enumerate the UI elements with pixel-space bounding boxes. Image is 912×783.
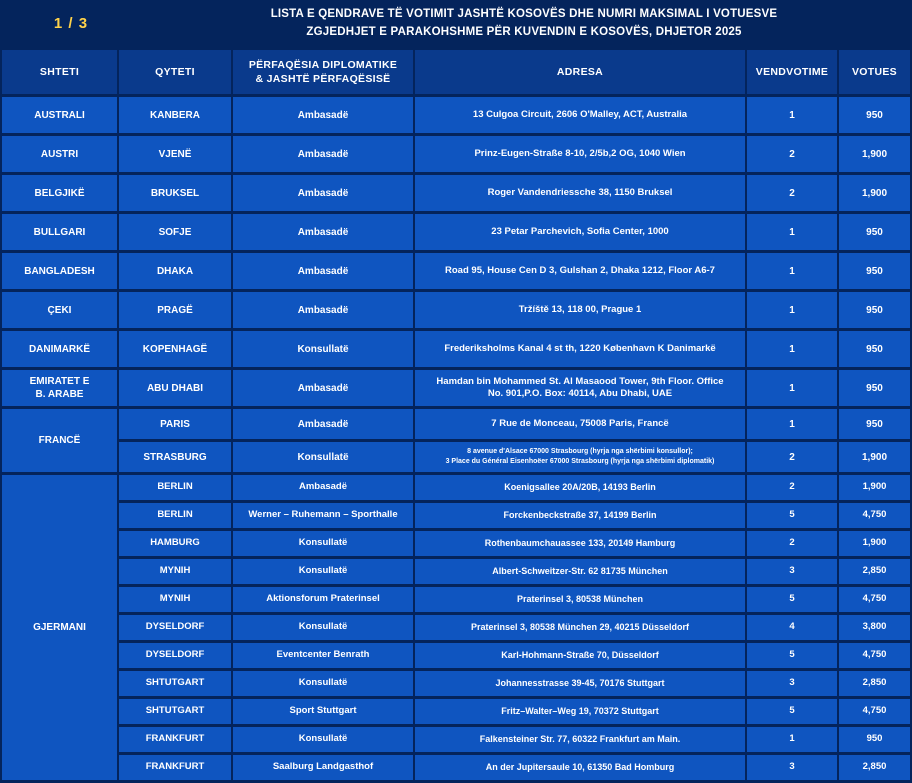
- cell-perfaqesia: Konsullatë: [233, 331, 413, 367]
- cell-adresa: Praterinsel 3, 80538 München: [415, 587, 745, 612]
- cell-votues: 950: [839, 331, 910, 367]
- table-row: [2, 214, 910, 250]
- cell-perfaqesia: Sport Stuttgart: [233, 699, 413, 724]
- cell-adresa-line2: No. 901,P.O. Box: 40114, Abu Dhabi, UAE: [487, 388, 673, 399]
- cell-votues: 4,750: [839, 587, 910, 612]
- cell-adresa-line1: Hamdan bin Mohammed St. Al Masaood Tower, 9th Floor. Office: [436, 375, 724, 387]
- cell-adresa: [415, 370, 745, 406]
- title-line-1: LISTA E QENDRAVE TË VOTIMIT JASHTË KOSOVËS DHE NUMRI MAKSIMAL I VOTUESVE: [270, 8, 778, 21]
- cell-qyteti: MYNIH: [119, 587, 231, 612]
- column-header-vendvotime: VENDVOTIME: [747, 50, 837, 94]
- voting-centers-table: [0, 47, 912, 783]
- cell-adresa: Road 95, House Cen D 3, Gulshan 2, Dhaka 1212, Floor A6-7: [415, 253, 745, 289]
- cell-perfaqesia: Ambasadë: [233, 475, 413, 500]
- cell-adresa: 23 Petar Parchevich, Sofia Center, 1000: [415, 214, 745, 250]
- cell-vendvotime: 5: [747, 699, 837, 724]
- cell-votues: 950: [839, 409, 910, 439]
- table-row: [2, 97, 910, 133]
- column-header-perfaqesia-line2: & JASHTË PËRFAQËSISË: [255, 73, 391, 85]
- cell-votues: 950: [839, 214, 910, 250]
- cell-votues: 950: [839, 727, 910, 752]
- cell-qyteti: FRANKFURT: [119, 727, 231, 752]
- table-row: [2, 475, 910, 500]
- table-row: [2, 643, 910, 668]
- cell-vendvotime: 1: [747, 214, 837, 250]
- cell-perfaqesia: Konsullatë: [233, 727, 413, 752]
- cell-perfaqesia: Ambasadë: [233, 97, 413, 133]
- cell-votues: 4,750: [839, 503, 910, 528]
- cell-adresa: Tržíště 13, 118 00, Prague 1: [415, 292, 745, 328]
- cell-vendvotime: 1: [747, 370, 837, 406]
- cell-shteti: ÇEKI: [2, 292, 117, 328]
- cell-votues: 950: [839, 292, 910, 328]
- cell-adresa: 13 Culgoa Circuit, 2606 O'Malley, ACT, Australia: [415, 97, 745, 133]
- document-title: [144, 0, 904, 47]
- cell-qyteti: SOFJE: [119, 214, 231, 250]
- cell-adresa: Karl-Hohmann-Straße 70, Düsseldorf: [415, 643, 745, 668]
- cell-perfaqesia: Ambasadë: [233, 292, 413, 328]
- cell-shteti: DANIMARKË: [2, 331, 117, 367]
- cell-qyteti: PRAGË: [119, 292, 231, 328]
- column-header-perfaqesia: [233, 50, 413, 94]
- cell-shteti-line2: B. ARABE: [35, 389, 84, 400]
- cell-votues: 2,850: [839, 559, 910, 584]
- cell-votues: 1,900: [839, 442, 910, 472]
- cell-perfaqesia: Werner – Ruhemann – Sporthalle: [233, 503, 413, 528]
- cell-shteti-line1: EMIRATET E: [29, 376, 90, 387]
- cell-adresa: Johannesstrasse 39-45, 70176 Stuttgart: [415, 671, 745, 696]
- table-row: [2, 370, 910, 406]
- cell-perfaqesia: Ambasadë: [233, 253, 413, 289]
- cell-qyteti: ABU DHABI: [119, 370, 231, 406]
- cell-qyteti: BERLIN: [119, 475, 231, 500]
- cell-vendvotime: 2: [747, 175, 837, 211]
- cell-perfaqesia: Konsullatë: [233, 531, 413, 556]
- cell-perfaqesia: Konsullatë: [233, 615, 413, 640]
- cell-shteti: [2, 370, 117, 406]
- title-line-2: ZGJEDHJET E PARAKOHSHME PËR KUVENDIN E KOSOVËS, DHJETOR 2025: [306, 25, 742, 38]
- cell-adresa-line1: 8 avenue d'Alsace 67000 Strasbourg (hyrja nga shërbimi konsullor);: [467, 447, 693, 455]
- cell-perfaqesia: Ambasadë: [233, 214, 413, 250]
- table-row: [2, 253, 910, 289]
- cell-perfaqesia: Ambasadë: [233, 370, 413, 406]
- cell-adresa: Prinz-Eugen-Straße 8-10, 2/5b,2 OG, 1040 Wien: [415, 136, 745, 172]
- cell-qyteti: MYNIH: [119, 559, 231, 584]
- cell-adresa: Frederiksholms Kanal 4 st th, 1220 København K Danimarkë: [415, 331, 745, 367]
- cell-qyteti: BRUKSEL: [119, 175, 231, 211]
- cell-perfaqesia: Konsullatë: [233, 442, 413, 472]
- column-header-qyteti: QYTETI: [119, 50, 231, 94]
- table-row: [2, 559, 910, 584]
- cell-votues: 1,900: [839, 175, 910, 211]
- cell-qyteti: SHTUTGART: [119, 699, 231, 724]
- cell-votues: 950: [839, 253, 910, 289]
- column-header-adresa: ADRESA: [415, 50, 745, 94]
- cell-votues: 2,850: [839, 671, 910, 696]
- cell-adresa: Roger Vandendriessche 38, 1150 Bruksel: [415, 175, 745, 211]
- cell-shteti: GJERMANI: [2, 475, 117, 780]
- cell-qyteti: SHTUTGART: [119, 671, 231, 696]
- table-row: [2, 136, 910, 172]
- cell-votues: 3,800: [839, 615, 910, 640]
- cell-adresa: Praterinsel 3, 80538 München 29, 40215 Düsseldorf: [415, 615, 745, 640]
- column-header-votues: VOTUES: [839, 50, 910, 94]
- cell-vendvotime: 3: [747, 671, 837, 696]
- cell-adresa: 7 Rue de Monceau, 75008 Paris, Francë: [415, 409, 745, 439]
- table-row: [2, 615, 910, 640]
- cell-perfaqesia: Saalburg Landgasthof: [233, 755, 413, 780]
- table-row: [2, 755, 910, 780]
- cell-vendvotime: 1: [747, 331, 837, 367]
- cell-adresa: Fritz–Walter–Weg 19, 70372 Stuttgart: [415, 699, 745, 724]
- cell-qyteti: KOPENHAGË: [119, 331, 231, 367]
- cell-qyteti: DHAKA: [119, 253, 231, 289]
- cell-adresa: Rothenbaumchauassee 133, 20149 Hamburg: [415, 531, 745, 556]
- cell-votues: 2,850: [839, 755, 910, 780]
- cell-vendvotime: 1: [747, 253, 837, 289]
- table-row: [2, 699, 910, 724]
- cell-perfaqesia: Konsullatë: [233, 671, 413, 696]
- cell-vendvotime: 3: [747, 755, 837, 780]
- cell-perfaqesia: Ambasadë: [233, 175, 413, 211]
- table-body: [2, 97, 910, 780]
- cell-vendvotime: 5: [747, 503, 837, 528]
- cell-votues: 4,750: [839, 699, 910, 724]
- cell-votues: 950: [839, 97, 910, 133]
- table-row: [2, 531, 910, 556]
- table-row: [2, 409, 910, 439]
- table-row: [2, 587, 910, 612]
- cell-perfaqesia: Ambasadë: [233, 136, 413, 172]
- column-header-shteti: SHTETI: [2, 50, 117, 94]
- cell-vendvotime: 5: [747, 643, 837, 668]
- cell-qyteti: STRASBURG: [119, 442, 231, 472]
- cell-qyteti: PARIS: [119, 409, 231, 439]
- cell-shteti: BELGJIKË: [2, 175, 117, 211]
- cell-vendvotime: 1: [747, 727, 837, 752]
- table-row: [2, 292, 910, 328]
- table-header-row: [2, 50, 910, 94]
- cell-votues: 1,900: [839, 531, 910, 556]
- cell-vendvotime: 1: [747, 97, 837, 133]
- cell-vendvotime: 5: [747, 587, 837, 612]
- cell-adresa: Forckenbeckstraße 37, 14199 Berlin: [415, 503, 745, 528]
- cell-vendvotime: 2: [747, 531, 837, 556]
- cell-votues: 1,900: [839, 475, 910, 500]
- cell-shteti: FRANCË: [2, 409, 117, 472]
- cell-perfaqesia: Eventcenter Benrath: [233, 643, 413, 668]
- cell-vendvotime: 3: [747, 559, 837, 584]
- cell-qyteti: KANBERA: [119, 97, 231, 133]
- table-row: [2, 331, 910, 367]
- cell-vendvotime: 2: [747, 475, 837, 500]
- cell-votues: 4,750: [839, 643, 910, 668]
- cell-perfaqesia: Aktionsforum Praterinsel: [233, 587, 413, 612]
- cell-adresa: An der Jupitersaule 10, 61350 Bad Homburg: [415, 755, 745, 780]
- cell-qyteti: FRANKFURT: [119, 755, 231, 780]
- cell-votues: 950: [839, 370, 910, 406]
- cell-perfaqesia: Ambasadë: [233, 409, 413, 439]
- cell-shteti: AUSTRI: [2, 136, 117, 172]
- cell-adresa: [415, 442, 745, 472]
- cell-adresa: Koenigsallee 20A/20B, 14193 Berlin: [415, 475, 745, 500]
- cell-shteti: BANGLADESH: [2, 253, 117, 289]
- cell-vendvotime: 4: [747, 615, 837, 640]
- table-row: [2, 727, 910, 752]
- cell-shteti: BULLGARI: [2, 214, 117, 250]
- cell-adresa: Falkensteiner Str. 77, 60322 Frankfurt am Main.: [415, 727, 745, 752]
- cell-qyteti: BERLIN: [119, 503, 231, 528]
- cell-qyteti: HAMBURG: [119, 531, 231, 556]
- cell-adresa-line2: 3 Place du Général Eisenhoëer 67000 Strasbourg (hyrja nga shërbimi diplomatik): [445, 458, 715, 465]
- cell-adresa: Albert-Schweitzer-Str. 62 81735 München: [415, 559, 745, 584]
- table-row: [2, 442, 910, 472]
- cell-vendvotime: 1: [747, 409, 837, 439]
- cell-votues: 1,900: [839, 136, 910, 172]
- document-header: [0, 0, 904, 47]
- cell-qyteti: DYSELDORF: [119, 643, 231, 668]
- table-row: [2, 671, 910, 696]
- table-row: [2, 503, 910, 528]
- cell-qyteti: VJENË: [119, 136, 231, 172]
- cell-vendvotime: 2: [747, 442, 837, 472]
- page-counter: 1 / 3: [0, 0, 144, 47]
- cell-perfaqesia: Konsullatë: [233, 559, 413, 584]
- cell-vendvotime: 1: [747, 292, 837, 328]
- table-row: [2, 175, 910, 211]
- cell-vendvotime: 2: [747, 136, 837, 172]
- cell-shteti: AUSTRALI: [2, 97, 117, 133]
- column-header-perfaqesia-line1: PËRFAQËSIA DIPLOMATIKE: [248, 58, 398, 71]
- cell-qyteti: DYSELDORF: [119, 615, 231, 640]
